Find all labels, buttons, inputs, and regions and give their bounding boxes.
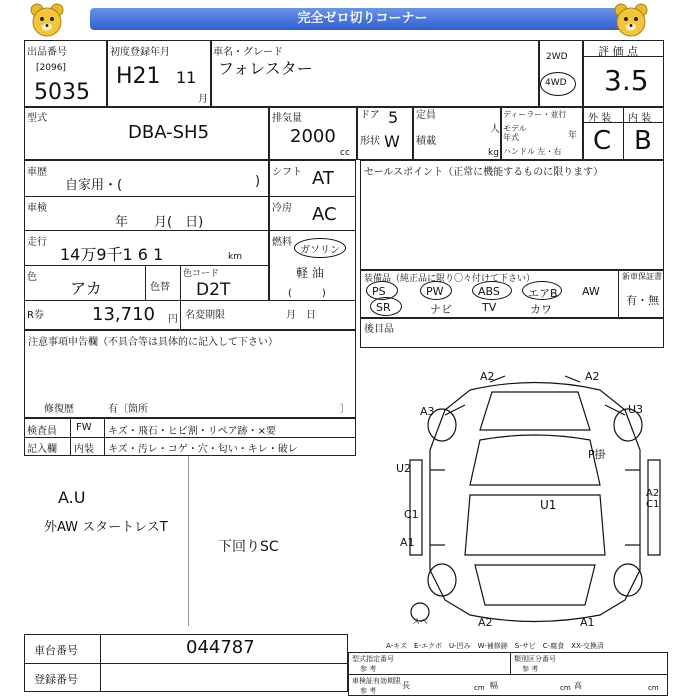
mark-a2-c1: A2 C1 xyxy=(646,488,660,510)
first-reg-label: 初度登録年月 xyxy=(110,47,170,58)
mascot-bear-left-icon xyxy=(28,2,66,38)
handwritten-note-1: 外AW スタートレスT xyxy=(44,520,168,535)
class-label: 類別区分番号 xyxy=(514,655,556,663)
back-seat-label: 後目品 xyxy=(364,324,394,335)
score-int-value: B xyxy=(634,126,652,156)
car-name-label: 車名・グレード xyxy=(213,47,283,58)
equipment-label: 装備品（純正品に限り〇々付けて下さい） xyxy=(364,274,536,284)
score-label: 評 価 点 xyxy=(598,45,638,58)
color-label: 色 xyxy=(27,272,37,283)
mileage-value: 14万9千1 6 1 xyxy=(60,245,164,264)
model-value: DBA-SH5 xyxy=(128,122,210,143)
inspector-row2-head: 内装 xyxy=(74,444,94,455)
name-change-label: 名変期限 xyxy=(185,310,225,321)
mark-c1-left: C1 xyxy=(404,508,419,521)
mark-a1-bottom: A1 xyxy=(580,616,595,629)
dim-height-cm: cm xyxy=(648,684,659,692)
fuel-label: 燃料 xyxy=(272,237,292,248)
doors-label: ドア xyxy=(360,110,380,121)
first-reg-year: H21 xyxy=(116,64,161,89)
equipment-ps: PS xyxy=(372,285,386,298)
shift-value: AT xyxy=(312,168,334,189)
chassis-value: 044787 xyxy=(186,637,255,658)
displacement-value: 2000 xyxy=(290,126,336,147)
dealer-model-year: モデル 年式 xyxy=(503,124,527,142)
dim-height: 高 xyxy=(574,681,582,690)
color-code-value: D2T xyxy=(196,280,231,300)
dealer-handle: ハンドル 左・右 xyxy=(503,147,562,156)
capacity-unit: 人 xyxy=(490,124,500,135)
dim-width-cm: cm xyxy=(560,684,571,692)
sales-point-label: セールスポイント（正常に機能するものに限ります） xyxy=(364,167,604,178)
mark-a2-top-left: A2 xyxy=(480,370,495,383)
shift-label: シフト xyxy=(272,167,302,178)
equipment-airbag: エアB xyxy=(528,287,558,300)
load-label: 積載 xyxy=(416,136,436,147)
mark-p: P掛 xyxy=(588,448,606,461)
mark-a2-top-right: A2 xyxy=(585,370,600,383)
color-code-label: 色コード xyxy=(183,269,220,279)
mileage-unit: km xyxy=(228,252,242,262)
color-exchange: 色替 xyxy=(150,282,170,293)
dim-length: 長 xyxy=(402,681,410,690)
mark-a3: A3 xyxy=(420,405,435,418)
score-ext-label: 外 装 xyxy=(588,113,612,124)
doors-value: 5 xyxy=(388,108,399,127)
repair-close: 〕 xyxy=(340,404,350,415)
equipment-leather: カワ xyxy=(530,303,552,316)
capacity-label: 定員 xyxy=(416,110,436,121)
mark-u3: U3 xyxy=(628,403,644,416)
mileage-label: 走行 xyxy=(27,237,47,248)
fuel-diesel: 軽 油 xyxy=(296,266,324,280)
inspector-row2: キズ・汚レ・コゲ・穴・匂い・キレ・破レ xyxy=(108,444,298,455)
warranty-label: 新車保証書 xyxy=(622,272,662,281)
back-seat-section xyxy=(360,318,664,348)
drive-4wd: 4WD xyxy=(545,78,567,88)
class-ref: 参 考 xyxy=(522,665,539,673)
equipment-sr: SR xyxy=(376,301,391,314)
equipment-pw: PW xyxy=(426,285,444,298)
type-label: 型式指定番号 xyxy=(352,655,394,663)
displacement-unit: cc xyxy=(340,148,350,158)
load-unit: kg xyxy=(488,148,499,158)
top-section xyxy=(24,40,664,160)
lot-number: 5035 xyxy=(34,80,90,105)
notes-label: 注意事項申告欄（不具合等は具体的に記入して下さい） xyxy=(28,337,278,348)
chassis-label: 車台番号 xyxy=(34,644,78,657)
inspection-label: 車検 xyxy=(27,203,47,214)
repair-label: 修復歴 xyxy=(44,404,74,415)
aircon-value: AC xyxy=(312,204,337,225)
score-value: 3.5 xyxy=(604,64,649,97)
dealer-label: ディーラー・並行 xyxy=(503,110,567,119)
equipment-abs: ABS xyxy=(478,285,500,298)
type-ref: 参 考 xyxy=(360,665,377,673)
name-change-unit: 月 日 xyxy=(286,310,316,321)
inspector-row1-head: FW xyxy=(76,422,92,433)
recycle-label: R券 xyxy=(27,310,44,321)
drive-2wd: 2WD xyxy=(546,52,568,62)
inspector-row1: キズ・飛石・ヒビ割・リペア跡・×要 xyxy=(108,426,276,437)
expiry-label: 車検証有効期限 xyxy=(352,677,401,685)
score-ext-value: C xyxy=(593,126,612,156)
fuel-paren: ( ) xyxy=(288,288,326,299)
dim-width: 幅 xyxy=(490,681,498,690)
mark-a2-bottom: A2 xyxy=(478,616,493,629)
lot-label: 出品番号 xyxy=(27,47,67,58)
fuel-gas: ガソリン xyxy=(300,245,340,256)
page-title: 完全ゼロ切りコーナー xyxy=(90,8,635,30)
aircon-label: 冷房 xyxy=(272,203,292,214)
registration-label: 登録番号 xyxy=(34,673,78,686)
first-reg-month: 11 xyxy=(176,68,197,87)
dealer-year-unit: 年 xyxy=(568,131,578,141)
recycle-unit: 円 xyxy=(168,314,178,325)
inspection-text: 年 月( 日) xyxy=(115,215,204,230)
equipment-tv: TV xyxy=(482,301,497,314)
color-value: アカ xyxy=(70,279,102,298)
history-close: ) xyxy=(255,174,261,189)
dim-length-cm: cm xyxy=(474,684,485,692)
handwritten-au: A.U xyxy=(58,488,86,507)
damage-legend: A-キズ E-エクボ U-凹み W-補修跡 S-サビ C-腐食 XX-交換済 xyxy=(386,642,604,650)
displacement-label: 排気量 xyxy=(272,113,302,124)
shape-value: W xyxy=(384,132,400,151)
car-name-value: フォレスター xyxy=(218,59,313,78)
month-unit: 月 xyxy=(198,94,208,105)
warranty-value: 有・無 xyxy=(626,294,659,307)
score-int-label: 内 装 xyxy=(628,113,652,124)
recycle-value: 13,710 xyxy=(92,304,155,325)
equipment-navi: ナビ xyxy=(430,303,452,316)
inspector-label-2: 記入欄 xyxy=(27,444,57,455)
shape-label: 形状 xyxy=(360,136,380,147)
handwritten-note-2: 下回りSC xyxy=(218,539,279,555)
mark-a1-left: A1 xyxy=(400,536,415,549)
repair-value: 有〔箇所 xyxy=(108,404,148,415)
mark-u1: U1 xyxy=(540,498,557,512)
inspector-label-1: 検査員 xyxy=(27,426,57,437)
history-value: 自家用・( xyxy=(65,178,123,193)
equipment-aw: AW xyxy=(582,285,600,298)
expiry-ref: 参 考 xyxy=(360,687,377,695)
history-label: 車歴 xyxy=(27,167,47,178)
mark-u2: U2 xyxy=(396,462,412,475)
model-label: 型式 xyxy=(27,113,47,124)
mascot-bear-right-icon xyxy=(612,2,650,38)
mark-spare: スペ xyxy=(412,617,428,626)
lot-small: [2096] xyxy=(36,63,66,73)
